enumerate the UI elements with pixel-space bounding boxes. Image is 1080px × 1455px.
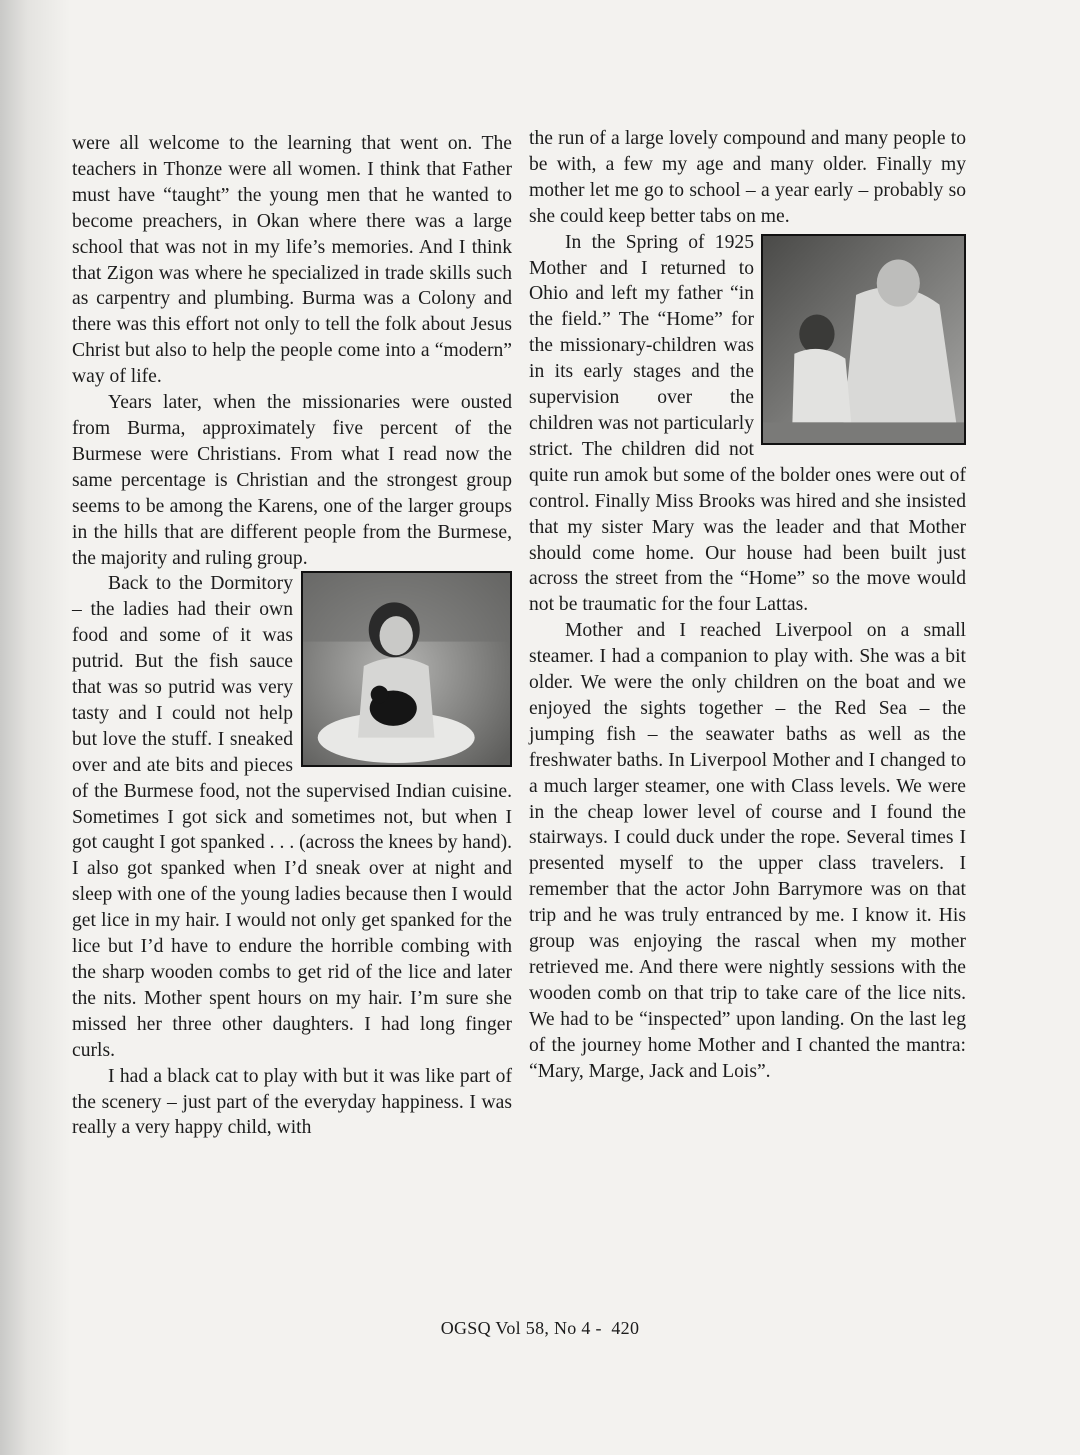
- left-paragraph-3: Back to the Dormitory – the ladies had their own food and some of it was putrid. But the fish sauce that was so putrid was very tasty and I could not help but love the stuff. I sneaked over and ate bits and pieces of the Burmese food, not the supervised Indian cuisine. Sometimes I got sick and sometimes not, but when I got caught I got spanked . . . (across the knees by hand). I also got spanked when I’d sneak over at night and sleep with one of the young ladies because then I would get lice in my hair. I would not only get spanked for the lice but I’d have to endure the horrible combing with the sharp wooden combs to get rid of the lice and later the nits. Mother spent hours on my hair. I’m sure she missed her three other daughters. I had long finger curls.: [72, 573, 512, 1061]
- left-paragraph-4: I had a black cat to play with but it was like part of the scenery – just part of the everyday happiness. I was really a very happy child, with: [72, 1065, 512, 1139]
- right-column: [529, 126, 966, 1085]
- page-number: 420: [611, 1318, 640, 1338]
- right-paragraph-2: In the Spring of 1925 Mother and I returned to Ohio and left my father “in the field.” The “Home” for the missionary-children was in its early stages and the supervision over the children was not particularly strict. The children did not quite run amok but some of the bolder ones were out of control. Finally Miss Brooks was hired and she insisted that my sister Mary was the leader and that Mother should come home. Our house had been built just across the street from the “Home” so the move would not be traumatic for the four Lattas.: [529, 231, 966, 616]
- footer-journal: OGSQ Vol 58, No 4: [440, 1318, 591, 1338]
- page-gutter-shadow: [0, 0, 70, 1455]
- footer-separator: -: [590, 1318, 612, 1338]
- girl-with-cat-photo: [301, 571, 512, 767]
- girl-with-cat-image: [303, 573, 510, 765]
- page-footer: [0, 1318, 1080, 1339]
- woman-with-child-image: [763, 236, 964, 443]
- left-column: [72, 131, 512, 1141]
- left-paragraph-1: were all welcome to the learning that went on. The teachers in Thonze were all women. I think that Father must have “taught” the young men that he wanted to become preachers, in Okan where there was a large school that was not in my life’s memories. And I think that Zigon was where he specialized in trade skills such as carpentry and plumbing. Burma was a Colony and there was this effort not only to tell the folk about Jesus Christ but also to help the people come into a “modern” way of life.: [72, 133, 512, 388]
- right-paragraph-3: Mother and I reached Liverpool on a small steamer. I had a companion to play with. She was a bit older. We were the only children on the boat and we enjoyed the sights together – the Red Sea – the jumping fish – the seawater baths as well as the freshwater baths. In Liverpool Mother and I changed to a much larger steamer, one with Class levels. We were in the cheap lower level of course and I found the stairways. I could duck under the rope. Several times I presented myself to the upper class travelers. I remember that the actor John Barrymore was on that trip and he was truly entranced by me. I know it. His group was enjoying the rascal when my mother retrieved me. And there were nightly sessions with the wooden comb on that trip to take care of the lice nits. We had to be “inspected” upon landing. On the last leg of the journey home Mother and I chanted the mantra: “Mary, Marge, Jack and Lois”.: [529, 620, 966, 1082]
- woman-with-child-photo: [761, 234, 966, 445]
- left-paragraph-2: Years later, when the missionaries were ousted from Burma, approximately five percent of the Burmese were Christians. From what I read now the same percentage is Christian and the strongest group seems to be among the Karens, one of the larger groups in the hills that are different people from the Burmese, the majority and ruling group.: [72, 392, 512, 569]
- right-paragraph-1: the run of a large lovely compound and many people to be with, a few my age and many older. Finally my mother let me go to school – a year early – probably so she could keep better tabs on me.: [529, 128, 966, 227]
